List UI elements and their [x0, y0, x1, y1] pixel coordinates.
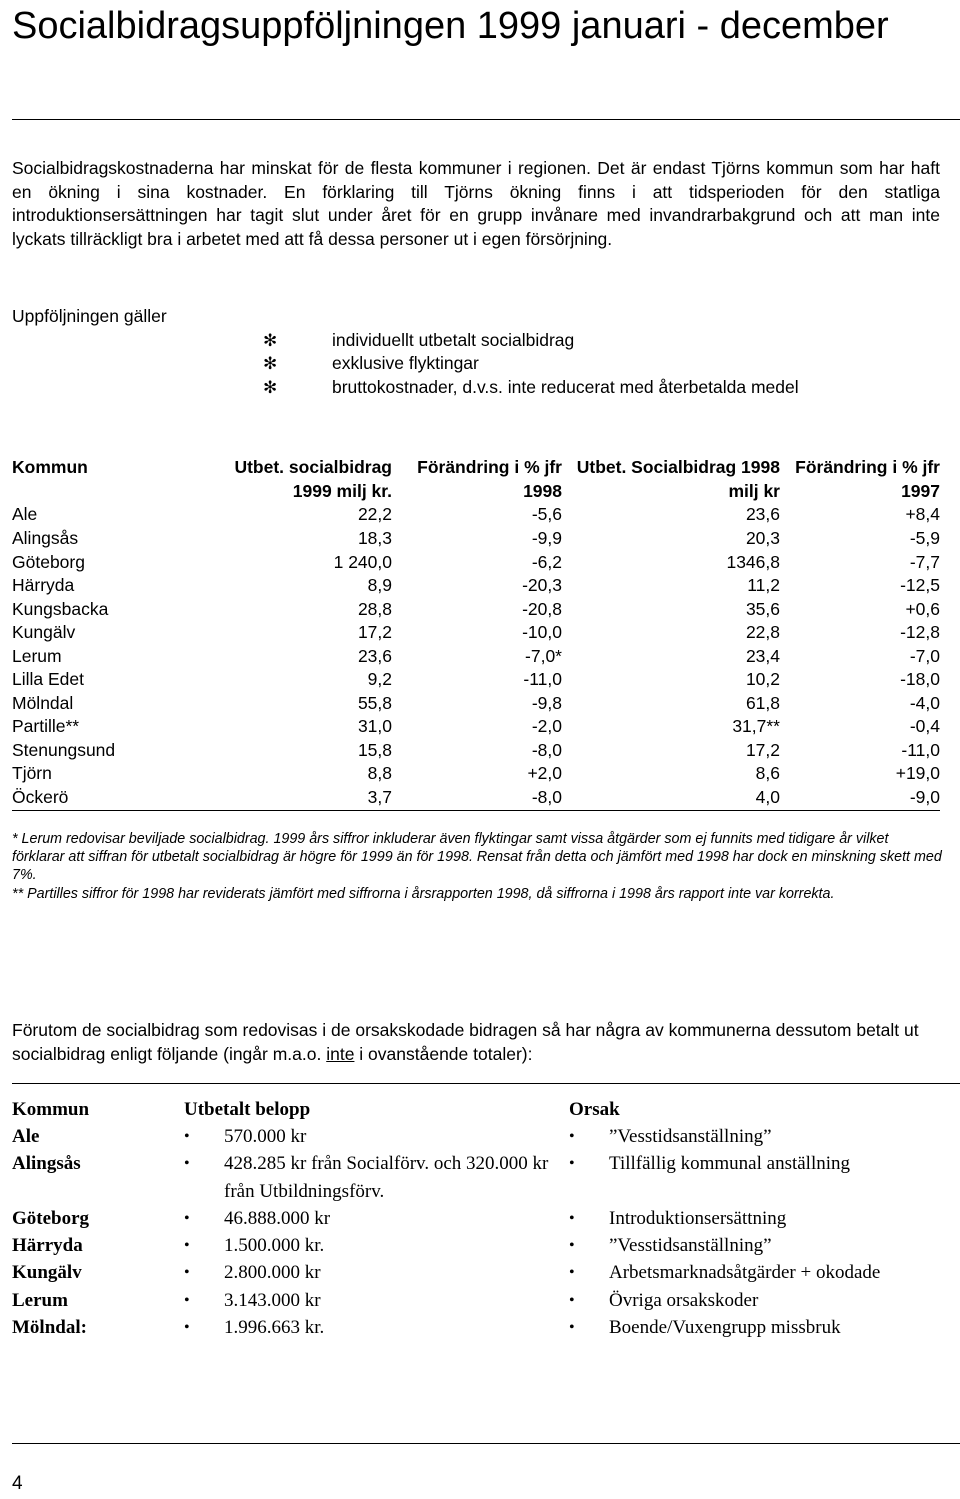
kommun-cell: Mölndal [12, 692, 74, 713]
intro-paragraph: Socialbidragskostnaderna har minskat för de flesta kommuner i regionen. Det är endast Tjörns kommun som har haft en ökning i sina kostnader. En förklaring till Tjörns ökning finns i att tidsperioden för den statliga introduktionsersättningen har tagit slut under året för en grupp invånare med invandrarbakgrund och att man inte lyckats tillräckligt bra i arbetet med att få dessa personer ut i egen försörjning. [12, 158, 940, 249]
amount-cell [184, 1123, 569, 1150]
value-cell: -5,9 [909, 527, 940, 548]
value-cell: -8,0 [392, 786, 562, 810]
asterisk-bullet-icon: ✻ [263, 377, 278, 397]
asterisk-bullet-icon: ✻ [263, 331, 278, 350]
value-cell: 10,2 [745, 669, 780, 690]
page-number: 4 [12, 1473, 23, 1494]
bullet-icon: • [184, 1264, 190, 1282]
amount-text: 570.000 kr [224, 1126, 307, 1147]
bullet-icon: • [569, 1291, 575, 1309]
value-cell: -12,8 [900, 622, 940, 643]
bullet-icon: • [569, 1155, 575, 1173]
value-cell: 8,9 [367, 575, 392, 596]
bullet-icon: • [184, 1319, 190, 1337]
column-header: Kommun [12, 1099, 90, 1120]
kommun-cell: Tjörn [12, 763, 52, 784]
reason-cell [569, 1259, 949, 1286]
amount-cell [184, 1287, 569, 1314]
reason-text: Övriga orsakskoder [609, 1289, 759, 1311]
table-row [12, 574, 940, 598]
value-cell: -7,7 [909, 551, 940, 572]
value-cell: -11,0 [523, 669, 562, 690]
table-row [12, 551, 940, 575]
value-cell: 11,2 [747, 575, 780, 596]
table-row [12, 668, 940, 692]
table-row [12, 527, 940, 551]
asterisk-bullet-icon: ✻ [263, 354, 278, 374]
scope-label: Uppföljningen gäller [12, 306, 167, 326]
value-cell: 9,2 [367, 669, 392, 690]
column-header: Utbetalt belopp [184, 1099, 311, 1120]
value-cell: 23,4 [745, 645, 780, 666]
value-cell: 61,8 [745, 692, 780, 713]
value-cell: 4,0 [562, 786, 780, 810]
amount-text: 1.996.663 kr. [224, 1317, 325, 1339]
bullet-icon: • [569, 1319, 575, 1337]
table-row [12, 621, 940, 645]
kommun-cell: Stenungsund [12, 739, 116, 760]
value-cell: -18,0 [900, 669, 940, 690]
value-cell: 31,7** [732, 716, 780, 737]
value-cell: -20,8 [522, 598, 562, 619]
amount-text: 3.143.000 kr [224, 1289, 321, 1311]
title-divider [12, 119, 960, 120]
socialbidrag-table [12, 456, 940, 811]
column-header: Förändring i % jfr 1997 [795, 457, 940, 501]
bullet-icon: • [184, 1209, 190, 1227]
reason-text: Arbetsmarknadsåtgärder + okodade [609, 1262, 881, 1284]
reason-cell [569, 1287, 949, 1314]
table-row [12, 786, 940, 810]
kommun-cell: Alingsås [12, 527, 79, 548]
value-cell: 3,7 [192, 786, 392, 810]
footnote-partille: ** Partilles siffror för 1998 har reviderats jämfört med siffrorna i årsrapporten 1998, då siffrorna i 1998 års rapport inte var korrekta. [12, 885, 835, 902]
value-cell: -0,4 [909, 716, 940, 737]
value-cell: 17,2 [357, 622, 392, 643]
bullet-icon: • [184, 1291, 190, 1309]
amount-text: 1.500.000 kr. [224, 1235, 325, 1257]
reason-text: Introduktionsersättning [609, 1207, 787, 1229]
kommun-cell: Göteborg [12, 1207, 90, 1229]
kommun-cell: Ale [12, 504, 38, 525]
value-cell: -6,2 [531, 551, 562, 572]
reason-cell [569, 1123, 949, 1150]
value-cell: 1346,8 [726, 551, 780, 572]
amount-cell [184, 1314, 569, 1341]
amount-cell [184, 1150, 569, 1205]
column-header: Förändring i % jfr 1998 [417, 457, 562, 501]
value-cell: -9,8 [531, 692, 562, 713]
table-row [12, 715, 940, 739]
table-row [12, 739, 940, 763]
reason-cell [569, 1314, 949, 1341]
value-cell: 18,3 [357, 527, 392, 548]
table-row [12, 598, 940, 622]
kommun-cell: Mölndal: [12, 1317, 87, 1339]
value-cell: 35,6 [745, 598, 780, 619]
other-payments-table [12, 1096, 949, 1341]
value-cell: 20,3 [745, 527, 780, 548]
value-cell: -8,0 [531, 739, 562, 760]
table-row [12, 1314, 949, 1341]
value-cell: 28,8 [357, 598, 392, 619]
reason-cell [569, 1205, 949, 1232]
table-row [12, 762, 940, 786]
value-cell: 15,8 [357, 739, 392, 760]
value-cell: -10,0 [522, 622, 562, 643]
table-row [12, 645, 940, 669]
column-header: Orsak [569, 1099, 620, 1120]
kommun-cell: Lerum [12, 645, 62, 666]
value-cell: -12,5 [900, 575, 940, 596]
table-row [12, 1123, 949, 1150]
footer-divider [12, 1443, 960, 1444]
footnote-lerum: * Lerum redovisar beviljade socialbidrag. 1999 års siffror inkluderar även flyktingar samt vissa åtgärder som ej funnits med tidigare år vilket förklarar att siffran för utbetalt socialbidrag är högre för 1999 än för 1998. Rensat från detta och jämfört med 1998 har dock en minskning skett med 7%. [12, 831, 942, 884]
table-header-row [12, 1096, 949, 1123]
kommun-cell: Kungälv [12, 1262, 82, 1284]
value-cell: -9,0 [780, 786, 940, 810]
amount-cell [184, 1259, 569, 1286]
bullet-icon: • [569, 1237, 575, 1255]
kommun-cell: Kungsbacka [12, 598, 109, 619]
kommun-cell: Öckerö [12, 786, 192, 810]
value-cell: -7,0* [525, 645, 562, 666]
kommun-cell: Göteborg [12, 551, 85, 572]
value-cell: +19,0 [895, 763, 940, 784]
bullet-icon: • [184, 1128, 190, 1145]
amount-text: 428.285 kr från Socialförv. och 320.000 kr från Utbildningsförv. [224, 1153, 549, 1202]
value-cell: 22,8 [745, 622, 780, 643]
reason-text: Tillfällig kommunal anställning [609, 1153, 851, 1175]
value-cell: -20,3 [522, 575, 562, 596]
bullet-icon: • [569, 1209, 575, 1227]
kommun-cell: Lilla Edet [12, 669, 84, 690]
value-cell: -4,0 [909, 692, 940, 713]
value-cell: +2,0 [527, 763, 562, 784]
reason-cell [569, 1232, 949, 1259]
bullet-icon: • [184, 1237, 190, 1255]
underlined-word: inte [326, 1043, 355, 1064]
value-cell: 23,6 [357, 645, 392, 666]
reason-text: ”Vesstidsanställning” [609, 1126, 772, 1147]
kommun-cell: Lerum [12, 1289, 68, 1311]
kommun-cell: Partille** [12, 716, 80, 737]
value-cell: -11,0 [901, 739, 940, 760]
reason-cell [569, 1150, 949, 1205]
value-cell: 1 240,0 [333, 551, 392, 572]
value-cell: +8,4 [905, 504, 940, 525]
value-cell: 22,2 [357, 504, 392, 525]
bullet-icon: • [184, 1155, 190, 1173]
reason-text: Boende/Vuxengrupp missbruk [609, 1317, 841, 1339]
value-cell: 17,2 [745, 739, 780, 760]
table-row [12, 692, 940, 716]
value-cell: -5,6 [531, 504, 562, 525]
column-header: Kommun [12, 457, 88, 477]
amount-text: 2.800.000 kr [224, 1262, 321, 1284]
amount-text: 46.888.000 kr [224, 1207, 331, 1229]
amount-cell [184, 1232, 569, 1259]
bullet-icon: • [569, 1128, 575, 1145]
value-cell: -2,0 [531, 716, 562, 737]
value-cell: 23,6 [745, 504, 780, 525]
kommun-cell: Kungälv [12, 622, 76, 643]
table-header-row [12, 456, 940, 503]
value-cell: 8,6 [755, 763, 780, 784]
table-row [12, 503, 940, 527]
footnotes [12, 830, 942, 903]
other-intro-paragraph: Förutom de socialbidrag som redovisas i de orsakskodade bidragen så har några av kommunerna dessutom betalt ut socialbidrag enligt följande (ingår m.a.o. inte i ovanstående totaler): [12, 1020, 919, 1064]
table-row [12, 1259, 949, 1286]
table-row [12, 1232, 949, 1259]
value-cell: -7,0 [909, 645, 940, 666]
column-header: Utbet. socialbidrag 1999 milj kr. [234, 457, 392, 501]
kommun-cell: Ale [12, 1126, 40, 1147]
table-row [12, 1150, 949, 1205]
kommun-cell: Alingsås [12, 1153, 81, 1175]
value-cell: 8,8 [367, 763, 392, 784]
table-row [12, 1205, 949, 1232]
amount-cell [184, 1205, 569, 1232]
kommun-cell: Härryda [12, 575, 75, 596]
table-row [12, 1287, 949, 1314]
value-cell: 55,8 [357, 692, 392, 713]
column-header: Utbet. Socialbidrag 1998 milj kr [576, 457, 780, 501]
value-cell: -9,9 [531, 527, 562, 548]
reason-text: ”Vesstidsanställning” [609, 1235, 772, 1257]
value-cell: +0,6 [905, 598, 940, 619]
page-title: Socialbidragsuppföljningen 1999 januari - december [12, 5, 889, 47]
kommun-cell: Härryda [12, 1235, 83, 1257]
value-cell: 31,0 [357, 716, 392, 737]
bullet-icon: • [569, 1264, 575, 1282]
other-table-divider [12, 1083, 960, 1084]
